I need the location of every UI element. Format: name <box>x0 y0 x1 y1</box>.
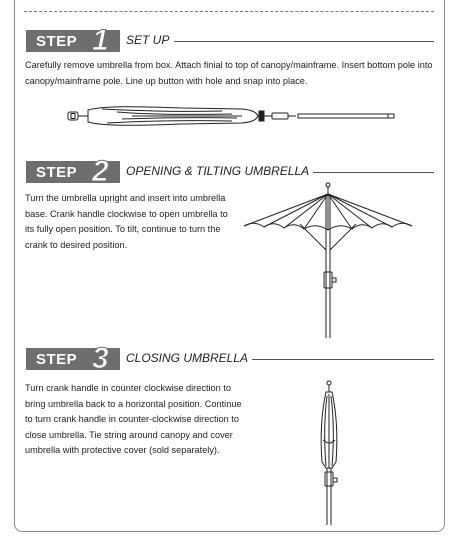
step2-title-rule <box>313 172 434 173</box>
step3-text: Turn crank handle in counter clockwise direction to bring umbrella back to a horizontal position. Continue to turn crank handle in counter-clockwise direction to close umbrella. Tie string around canopy and cover umbrella with protective cover (sold separately). <box>25 383 242 455</box>
step3-number: 3 <box>92 342 110 375</box>
open-umbrella-illustration <box>240 180 420 340</box>
step3-title: CLOSING UMBRELLA <box>126 351 249 365</box>
step2-title: OPENING & TILTING UMBRELLA <box>126 164 310 178</box>
step1-badge <box>26 24 120 57</box>
step3-badge <box>26 342 120 375</box>
step1-title: SET UP <box>126 33 170 47</box>
step1-label: STEP <box>36 32 78 50</box>
step2-number: 2 <box>92 155 110 188</box>
step1-text: Carefully remove umbrella from box. Attach finial to top of canopy/mainframe. Insert bottom pole into canopy/mainframe pole. Line up button with hole and snap into place. <box>25 60 433 86</box>
step1-number: 1 <box>92 24 110 57</box>
step1-title-rule <box>174 41 434 42</box>
step2-text: Turn the umbrella upright and insert into umbrella base. Crank handle clockwise to open umbrella to its fully open position. To tilt, continue to turn the crank to desired position. <box>25 193 228 250</box>
step3-label: STEP <box>36 350 78 368</box>
step2-label: STEP <box>36 163 78 181</box>
closed-umbrella-illustration <box>62 104 402 130</box>
closed-upright-umbrella-illustration <box>312 380 348 528</box>
step2-badge <box>26 155 120 188</box>
step3-title-rule <box>252 359 434 360</box>
dashed-divider <box>24 11 434 12</box>
